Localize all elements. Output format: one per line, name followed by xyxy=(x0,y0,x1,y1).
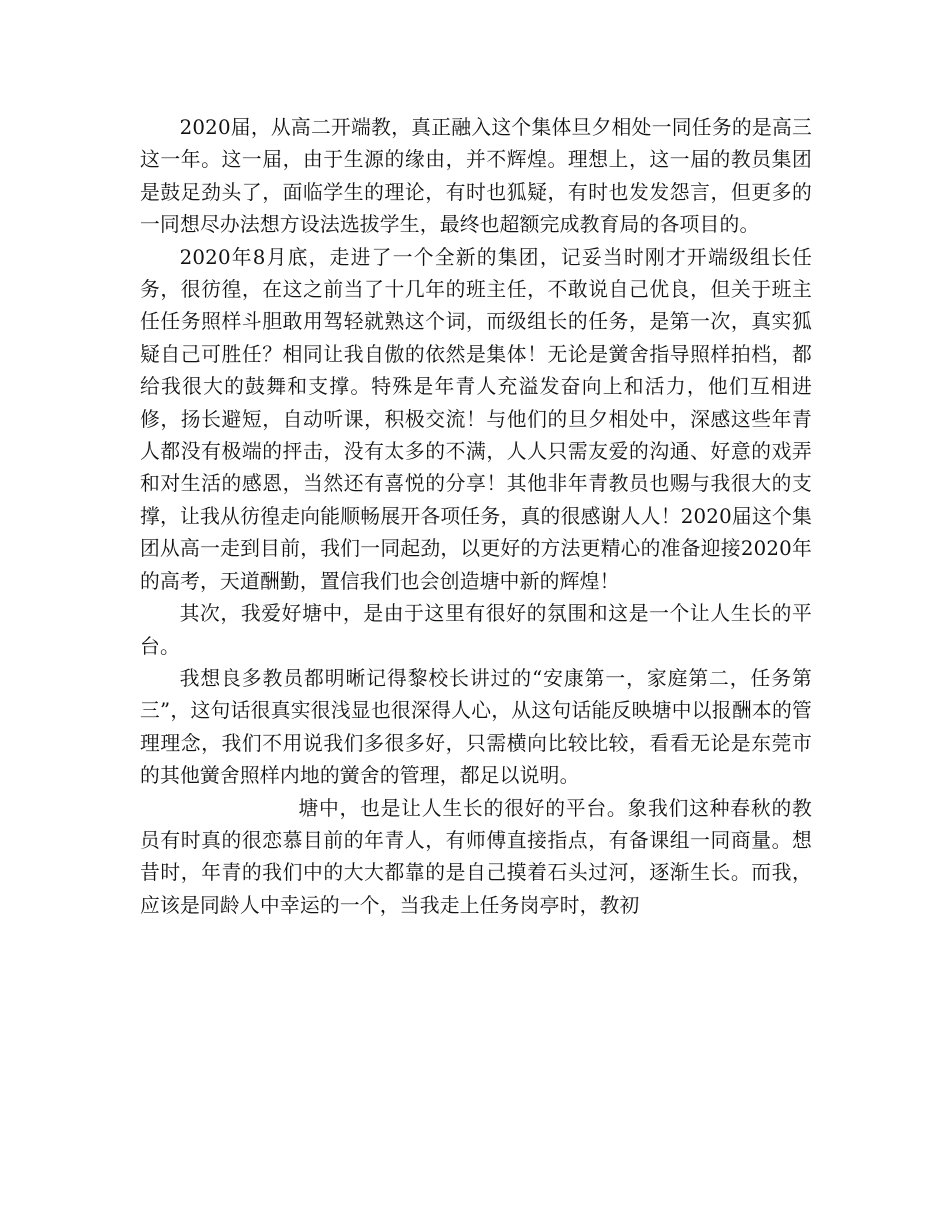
paragraph-3: 其次，我爱好塘中，是由于这里有很好的氛围和这是一个让人生长的平台。 xyxy=(140,602,812,658)
paragraph-1: 2020届，从高二开端教，真正融入这个集体旦夕相处一同任务的是高三这一年。这一届，由于生源的缘由，并不辉煌。理想上，这一届的教员集团是鼓足劲头了，面临学生的理论，有时也狐疑，有时也发发怨言，但更多的一同想尽办法想方设法选拔学生，最终也超额完成教育局的各项目的。 xyxy=(140,116,812,237)
paragraph-5: 塘中，也是让人生长的很好的平台。象我们这种春秋的教员有时真的很恋慕目前的年青人，有师傅直接指点，有备课组一同商量。想昔时，年青的我们中的大大都靠的是自己摸着石头过河，逐渐生长。而我，应该是同龄人中幸运的一个，当我走上任务岗亭时，教初 xyxy=(140,796,812,917)
document-page xyxy=(140,112,812,922)
paragraph-2: 2020年8月底，走进了一个全新的集团，记妥当时刚才开端级组长任务，很彷徨，在这之前当了十几年的班主任，不敢说自己优良，但关于班主任任务照样斗胆敢用驾轻就熟这个词，而级组长的任务，是第一次，真实狐疑自己可胜任？相同让我自傲的依然是集体！无论是黉舍指导照样拍档，都给我很大的鼓舞和支撑。特殊是年青人充溢发奋向上和活力，他们互相进修，扬长避短，自动听课，积极交流！与他们的旦夕相处中，深感这些年青人都没有极端的抨击，没有太多的不满，人人只需友爱的沟通、好意的戏弄和对生活的感恩，当然还有喜悦的分享！其他非年青教员也赐与我很大的支撑，让我从彷徨走向能顺畅展开各项任务，真的很感谢人人！2020届这个集团从高一走到目前，我们一同起劲，以更好的方法更精心的准备迎接2020年的高考，天道酬勤，置信我们也会创造塘中新的辉煌！ xyxy=(140,245,812,593)
paragraph-4: 我想良多教员都明晰记得黎校长讲过的“安康第一，家庭第二，任务第三”，这句话很真实很浅显也很深得人心，从这句话能反映塘中以报酬本的管理理念，我们不用说我们多很多好，只需横向比较比较，看看无论是东莞市的其他黉舍照样内地的黉舍的管理，都足以说明。 xyxy=(140,666,812,788)
